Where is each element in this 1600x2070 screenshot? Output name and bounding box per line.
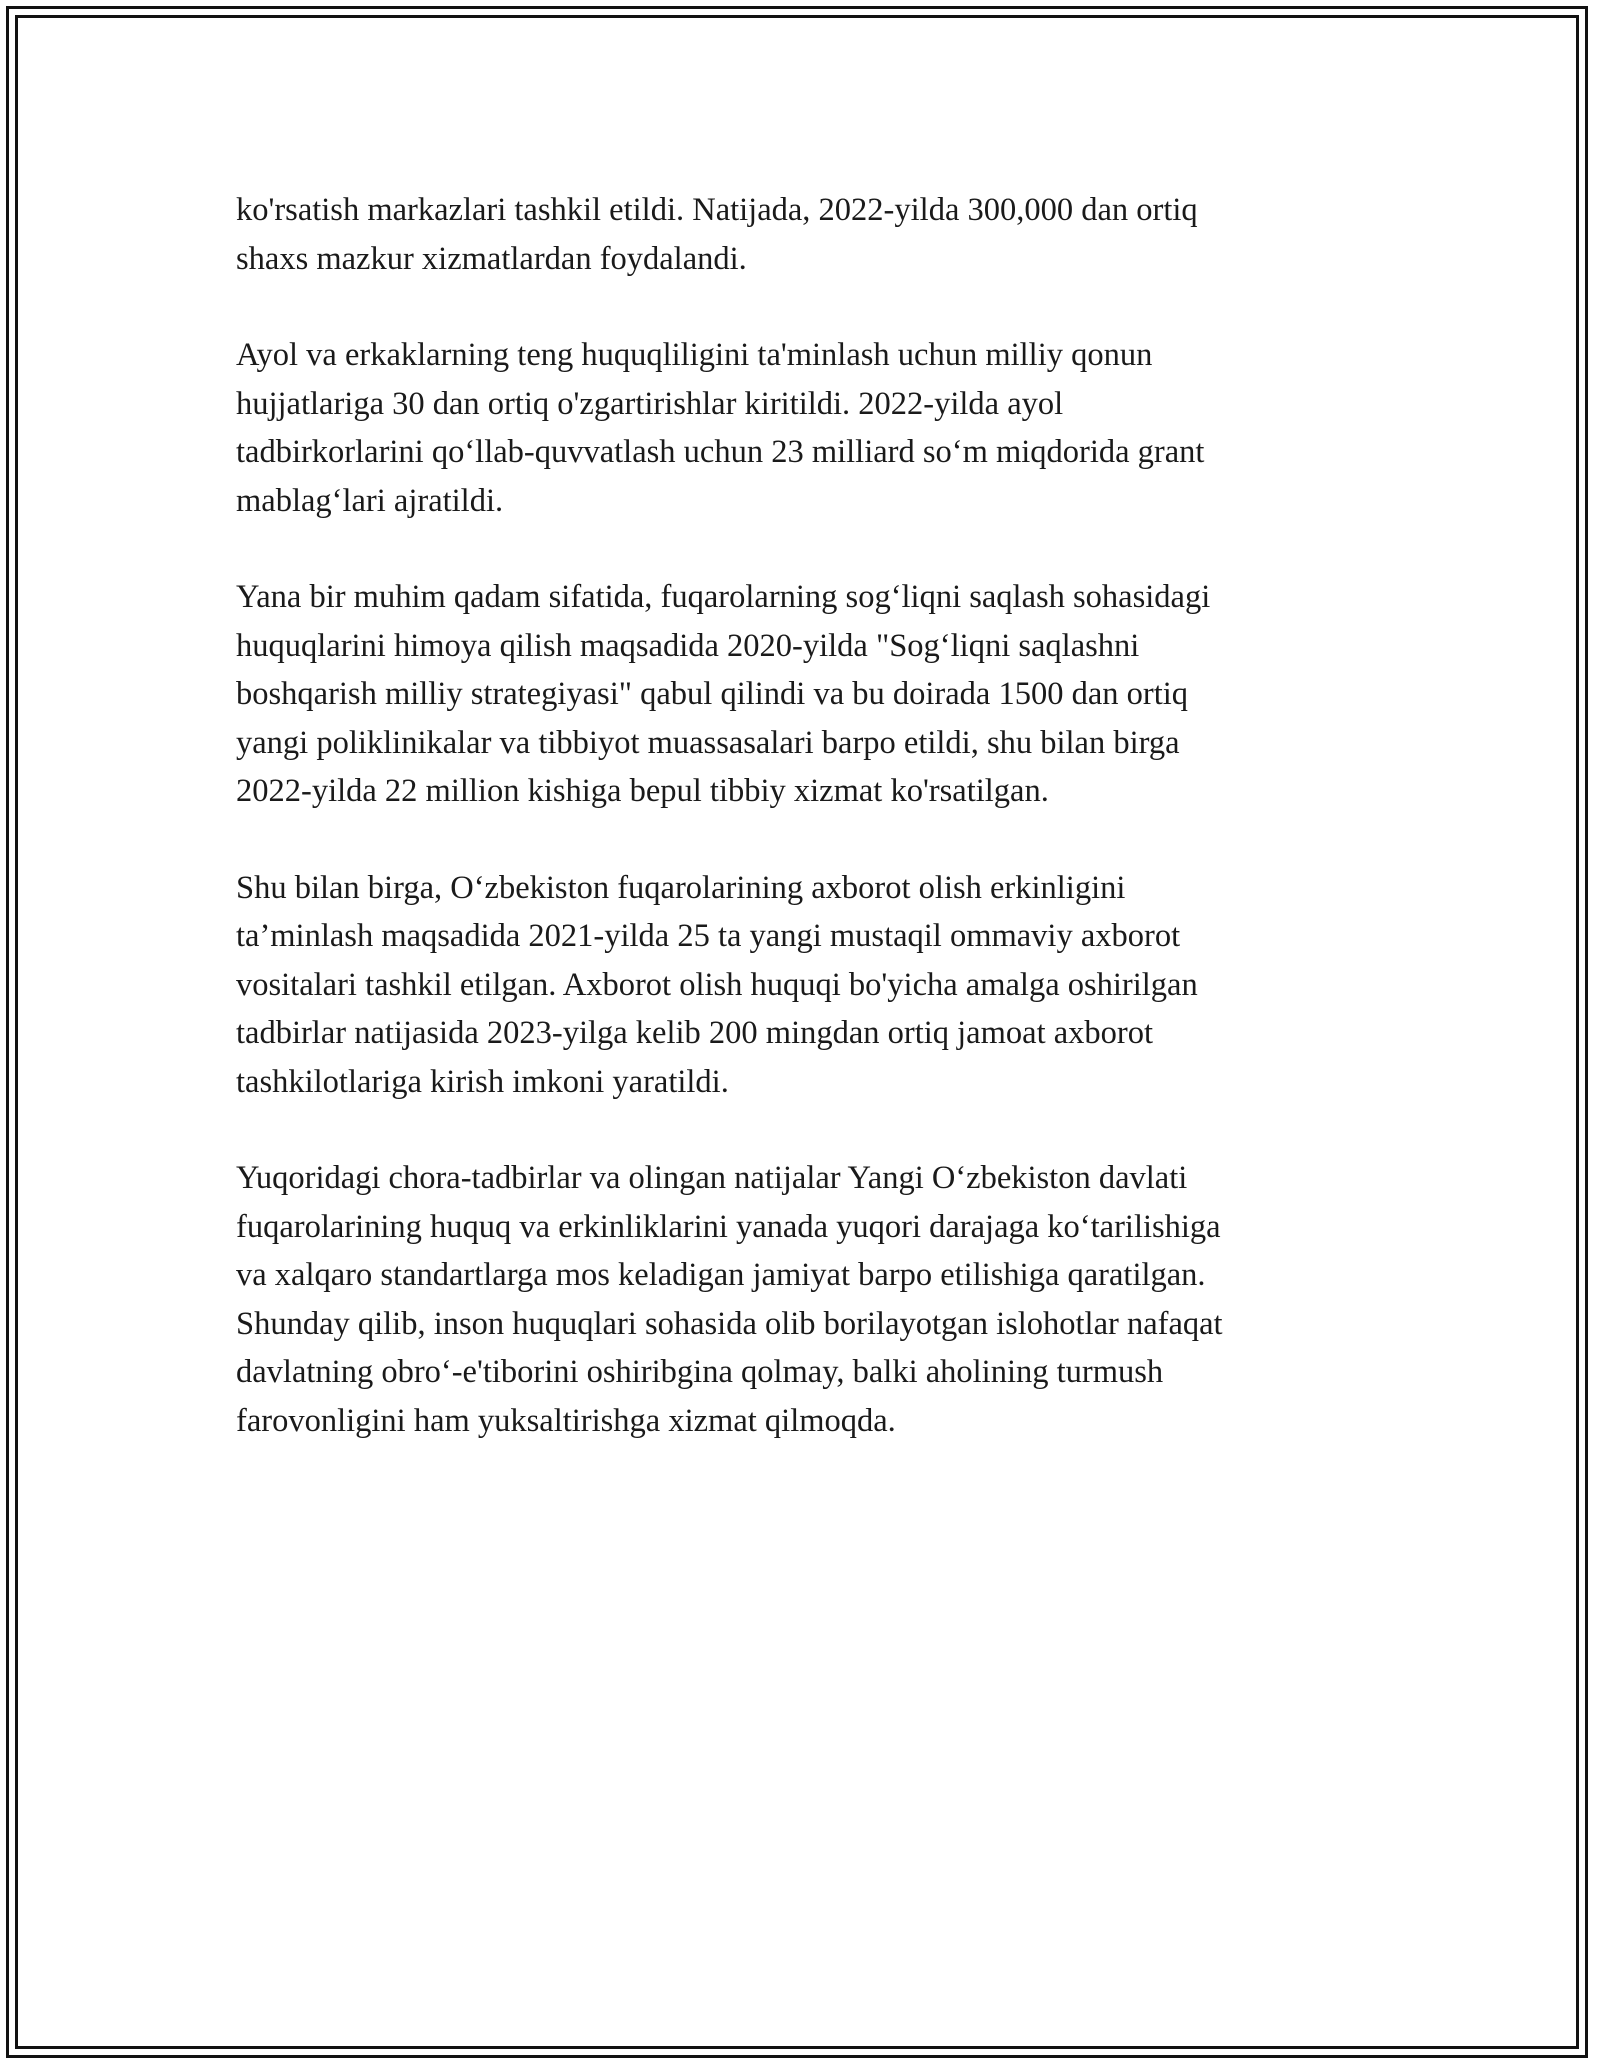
paragraph-3: Yana bir muhim qadam sifatida, fuqarolarning sog‘liqni saqlash sohasidagi huquqlarini himoya qilish maqsadida 2020-yilda "Sog‘liqni saqlashni boshqarish milliy strategiyasi" qabul qilindi va bu doirada 1500 dan ortiq yangi poliklinikalar va tibbiyot muassasalari barpo etildi, shu bilan birga 2022-yilda 22 million kishiga bepul tibbiy xizmat ko'rsatilgan. [236,579,1211,809]
paragraph-1: ko'rsatish markazlari tashkil etildi. Natijada, 2022-yilda 300,000 dan ortiq shaxs mazkur xizmatlardan foydalandi. [236,192,1198,277]
paragraph-5: Yuqoridagi chora-tadbirlar va olingan natijalar Yangi O‘zbekiston davlati fuqarolarining huquq va erkinliklarini yanada yuqori darajaga ko‘tarilishiga va xalqaro standartlarga mos keladigan jamiyat barpo etilishiga qaratilgan. Shunday qilib, inson huquqlari sohasida olib borilayotgan islohotlar nafaqat davlatning obro‘-e'tiborini oshiribgina qolmay, balki aholining turmush farovonligini ham yuksaltirishga xizmat qilmoqda. [236,1160,1223,1439]
document-body [236,186,1356,1493]
paragraph-2: Ayol va erkaklarning teng huquqliligini ta'minlash uchun milliy qonun hujjatlariga 30 dan ortiq o'zgartirishlar kiritildi. 2022-yilda ayol tadbirkorlarini qo‘llab-quvvatlash uchun 23 milliard so‘m miqdorida grant mablag‘lari ajratildi. [236,337,1205,519]
paragraph-4: Shu bilan birga, O‘zbekiston fuqarolarining axborot olish erkinligini ta’minlash maqsadida 2021-yilda 25 ta yangi mustaqil ommaviy axborot vositalari tashkil etilgan. Axborot olish huquqi bo'yicha amalga oshirilgan tadbirlar natijasida 2023-yilga kelib 200 mingdan ortiq jamoat axborot tashkilotlariga kirish imkoni yaratildi. [236,869,1198,1100]
